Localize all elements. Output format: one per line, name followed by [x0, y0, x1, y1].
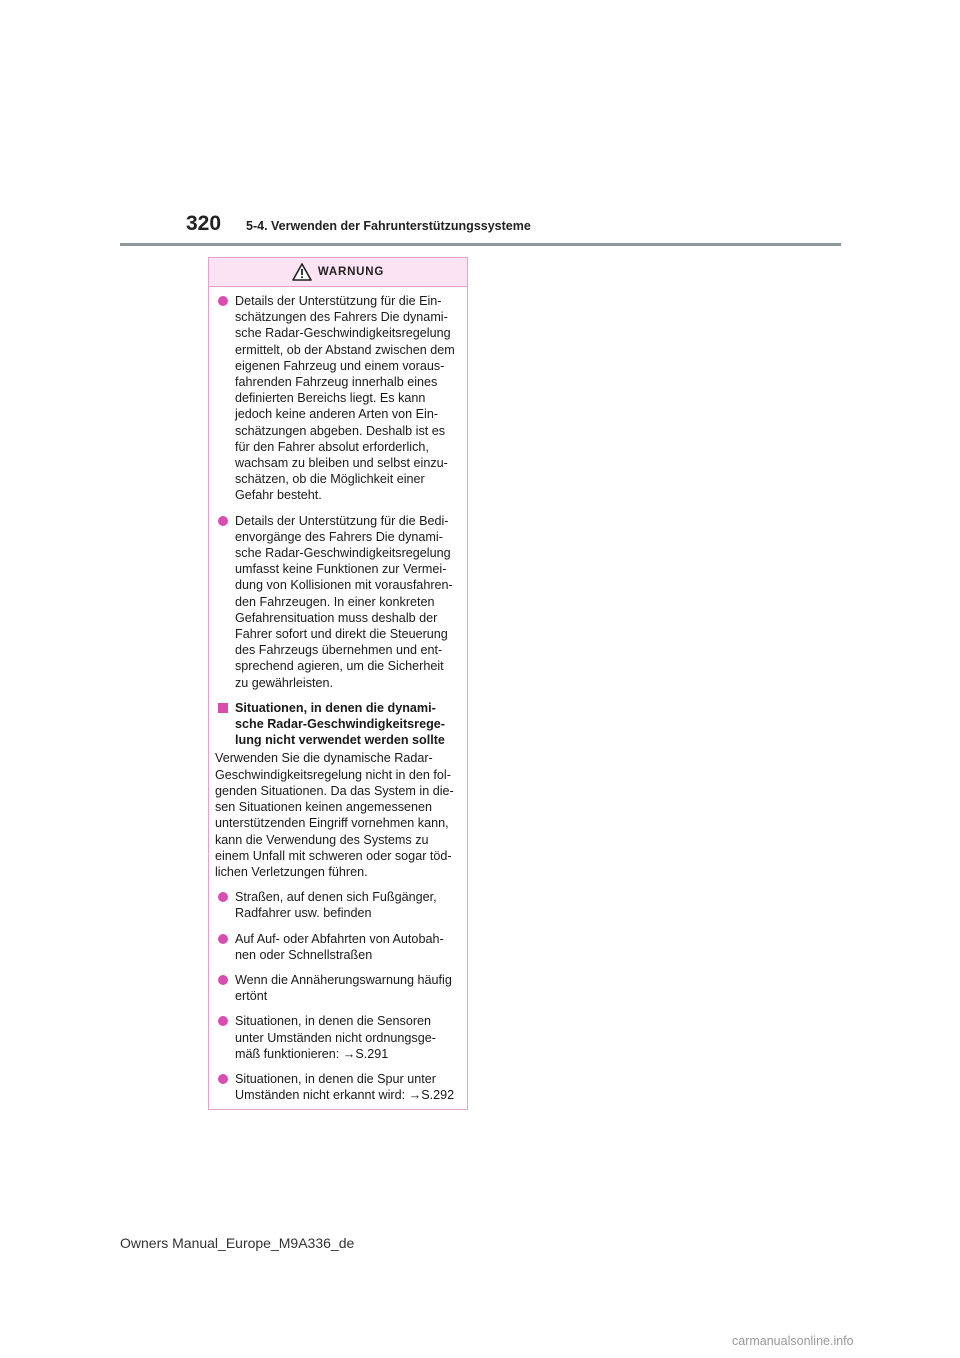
bullet-dot-icon [218, 892, 228, 902]
text-line: lung nicht verwendet werden sollte [235, 733, 445, 748]
text-line: wachsam zu bleiben und selbst einzu- [235, 456, 448, 471]
text-line: zu gewährleisten. [235, 675, 334, 690]
warning-title: WARNUNG [317, 266, 385, 278]
warning-item-operation [215, 513, 459, 691]
warning-item-assessment [215, 293, 459, 504]
subsection-paragraph [215, 750, 459, 880]
text-line: Fahrer sofort und direkt die Steuerung [235, 627, 448, 642]
text-line: unter Umständen nicht ordnungsge- [235, 1030, 436, 1045]
header-rule [120, 243, 841, 246]
text-line: des Fahrzeugs übernehmen und ent- [235, 643, 443, 658]
text-line: Geschwindigkeitsregelung nicht in den fol- [215, 767, 451, 782]
text-line: envorgänge des Fahrers Die dynami- [235, 529, 443, 544]
text-line: nen oder Schnellstraßen [235, 947, 373, 962]
bullet-square-icon [218, 703, 228, 713]
bullet-dot-icon [218, 1074, 228, 1084]
text-line: Situationen, in denen die Spur unter [235, 1071, 436, 1086]
text-line: ermittelt, ob der Abstand zwischen dem [235, 342, 455, 357]
text-line: sen Situationen keinen angemessenen [215, 800, 433, 815]
page-number: 320 [186, 212, 222, 235]
text-line: Wenn die Annäherungswarnung häufig [235, 972, 452, 987]
text-line: Situationen, in denen die dynami- [235, 700, 436, 715]
text-line: einem Unfall mit schweren oder sogar töd- [215, 848, 452, 863]
text-line: fahrenden Fahrzeug innerhalb eines [235, 375, 438, 390]
text-line: den Fahrzeugen. In einer konkreten [235, 594, 435, 609]
text-line: genden Situationen. Da das System in die- [215, 783, 454, 798]
text-line: schätzungen abgeben. Deshalb ist es [235, 423, 446, 438]
text-line: schätzen, ob die Möglichkeit einer [235, 472, 425, 487]
warning-header [209, 258, 467, 287]
page-reference-link[interactable]: mäß funktionieren: →S.291 [235, 1046, 389, 1061]
text-line: sche Radar-Geschwindigkeitsregelung [235, 546, 451, 561]
text-line: sprechend agieren, um die Sicherheit [235, 659, 444, 674]
list-item-lane [215, 1071, 459, 1103]
text-line: für den Fahrer absolut erforderlich, [235, 439, 429, 454]
text-line: Details der Unterstützung für die Bedi- [235, 513, 449, 528]
list-item-pedestrians [215, 889, 459, 921]
text-line: sche Radar-Geschwindigkeitsregelung [235, 326, 451, 341]
text-line: kann die Verwendung des Systems zu [215, 832, 429, 847]
bullet-dot-icon [218, 516, 228, 526]
text-line: lichen Verletzungen führen. [215, 864, 368, 879]
bullet-dot-icon [218, 1016, 228, 1026]
text-line: definierten Bereichs liegt. Es kann [235, 391, 426, 406]
text-line: Auf Auf- oder Abfahrten von Autobah- [235, 931, 444, 946]
watermark: carmanualsonline.info [732, 1334, 854, 1348]
text-line: sche Radar-Geschwindigkeitsrege- [235, 717, 445, 732]
list-item-ramps [215, 931, 459, 963]
warning-box [208, 257, 468, 1110]
text-line: unterstützenden Eingriff vornehmen kann, [215, 816, 449, 831]
bullet-dot-icon [218, 296, 228, 306]
text-line: Radfahrer usw. befinden [235, 906, 372, 921]
text-line: Straßen, auf denen sich Fußgänger, [235, 890, 437, 905]
page-reference-link[interactable]: Umständen nicht erkannt wird: →S.292 [235, 1088, 455, 1103]
text-line: dung von Kollisionen mit vorausfahren- [235, 578, 453, 593]
warning-body [209, 287, 467, 1103]
warning-triangle-icon [292, 263, 312, 281]
text-line: umfasst keine Funktionen zur Vermei- [235, 562, 447, 577]
list-item-approach-warning [215, 972, 459, 1004]
text-line: Gefahr besteht. [235, 488, 322, 503]
text-line: Gefahrensituation muss deshalb der [235, 610, 438, 625]
text-line: eigenen Fahrzeug und einem voraus- [235, 358, 445, 373]
bullet-dot-icon [218, 934, 228, 944]
text-line: Verwenden Sie die dynamische Radar- [215, 751, 433, 766]
text-line: Situationen, in denen die Sensoren [235, 1014, 432, 1029]
footer-manual-id: Owners Manual_Europe_M9A336_de [120, 1235, 355, 1251]
text-line: ertönt [235, 989, 268, 1004]
text-line: Details der Unterstützung für die Ein- [235, 294, 442, 308]
list-item-sensors [215, 1013, 459, 1062]
subsection-heading [215, 700, 459, 749]
section-title: 5-4. Verwenden der Fahrunterstützungssysteme [246, 219, 531, 233]
text-line: jedoch keine anderen Arten von Ein- [235, 407, 439, 422]
text-line: schätzungen des Fahrers Die dynami- [235, 310, 448, 325]
bullet-dot-icon [218, 975, 228, 985]
